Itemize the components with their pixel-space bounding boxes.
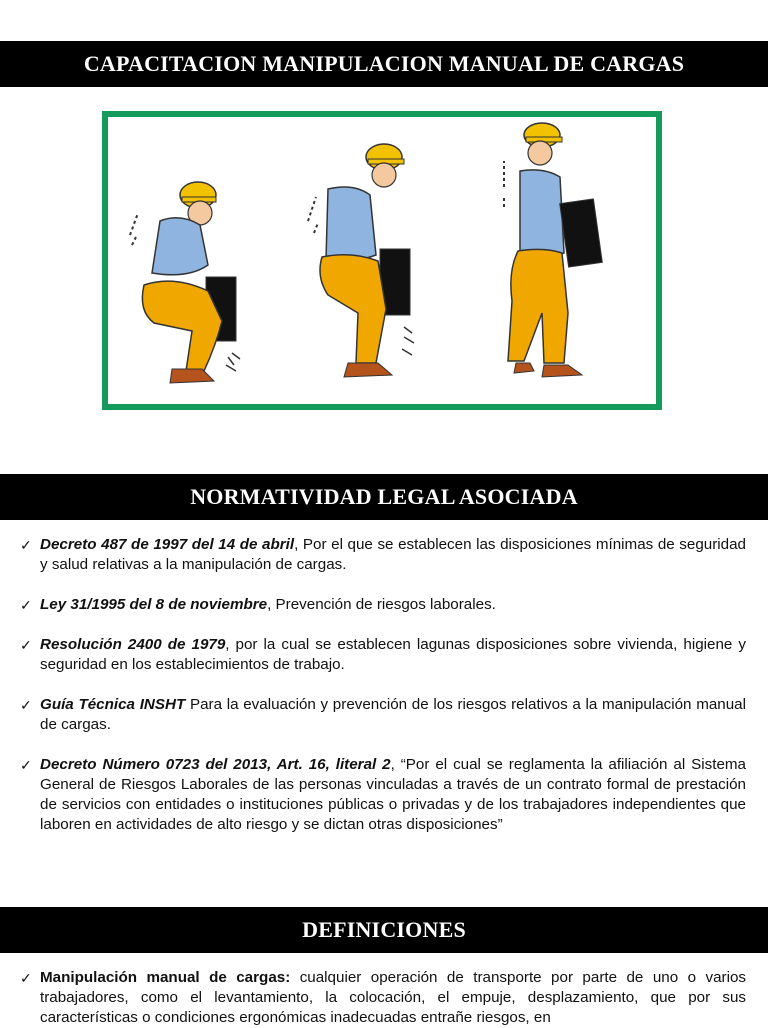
check-icon: ✓: [20, 757, 32, 773]
lifting-sequence-image: [108, 117, 656, 404]
list-item: [0, 968, 768, 1028]
lifting-illustration: [108, 117, 656, 404]
definiciones-banner: [0, 907, 768, 953]
legal-reference: Guía Técnica INSHT: [40, 696, 186, 713]
worker-standing: [504, 123, 602, 377]
definiciones-list: [0, 968, 768, 1028]
legal-reference: Decreto 487 de 1997 del 14 de abril: [40, 536, 295, 553]
legal-description: , “Por el cual se reglamenta la afiliación al Sistema General de Riesgos Laborales de las personas vinculadas a través de un contrato formal de prestación de servicios con entidades o instituciones públicas o privadas y de los trabajadores independientes que laboren en actividades de alto riesgo y se dictan otras disposiciones”: [40, 756, 746, 833]
worker-rising: [308, 144, 414, 377]
normatividad-heading: NORMATIVIDAD LEGAL ASOCIADA: [190, 484, 578, 509]
list-item: [0, 695, 768, 735]
check-icon: ✓: [20, 637, 32, 653]
normatividad-list: [0, 535, 768, 855]
legal-description: Para la evaluación y prevención de los riesgos relativos a la manipulación manual de cargas.: [40, 696, 747, 733]
list-item: [0, 535, 768, 575]
title-banner: [0, 41, 768, 87]
legal-reference: Resolución 2400 de 1979: [40, 636, 226, 653]
definition-text: cualquier operación de transporte por parte de uno o varios trabajadores, como el levantamiento, la colocación, el empuje, desplazamiento, que por sus características o condiciones ergonómicas inadecuadas entrañe riesgos, en: [40, 969, 746, 1026]
worker-squatting: [130, 182, 240, 383]
definiciones-heading: DEFINICIONES: [302, 917, 466, 942]
list-item: [0, 595, 768, 615]
normatividad-banner: [0, 474, 768, 520]
legal-reference: Decreto Número 0723 del 2013, Art. 16, literal 2: [40, 756, 391, 773]
legal-description: , por la cual se establecen lagunas disposiciones sobre vivienda, higiene y seguridad en los establecimientos de trabajo.: [40, 636, 746, 673]
list-item: [0, 755, 768, 835]
list-item: [0, 635, 768, 675]
check-icon: ✓: [20, 597, 32, 613]
legal-reference: Ley 31/1995 del 8 de noviembre: [40, 596, 268, 613]
lifting-illustration-frame: [102, 111, 662, 410]
check-icon: ✓: [20, 537, 32, 553]
definition-term: Manipulación manual de cargas:: [40, 969, 291, 986]
legal-description: , Por el que se establecen las disposiciones mínimas de seguridad y salud relativas a la manipulación de cargas.: [40, 536, 746, 573]
check-icon: ✓: [20, 697, 32, 713]
check-icon: ✓: [20, 970, 32, 986]
title-text: CAPACITACION MANIPULACION MANUAL DE CARGAS: [83, 51, 685, 76]
legal-description: , Prevención de riesgos laborales.: [267, 596, 496, 613]
